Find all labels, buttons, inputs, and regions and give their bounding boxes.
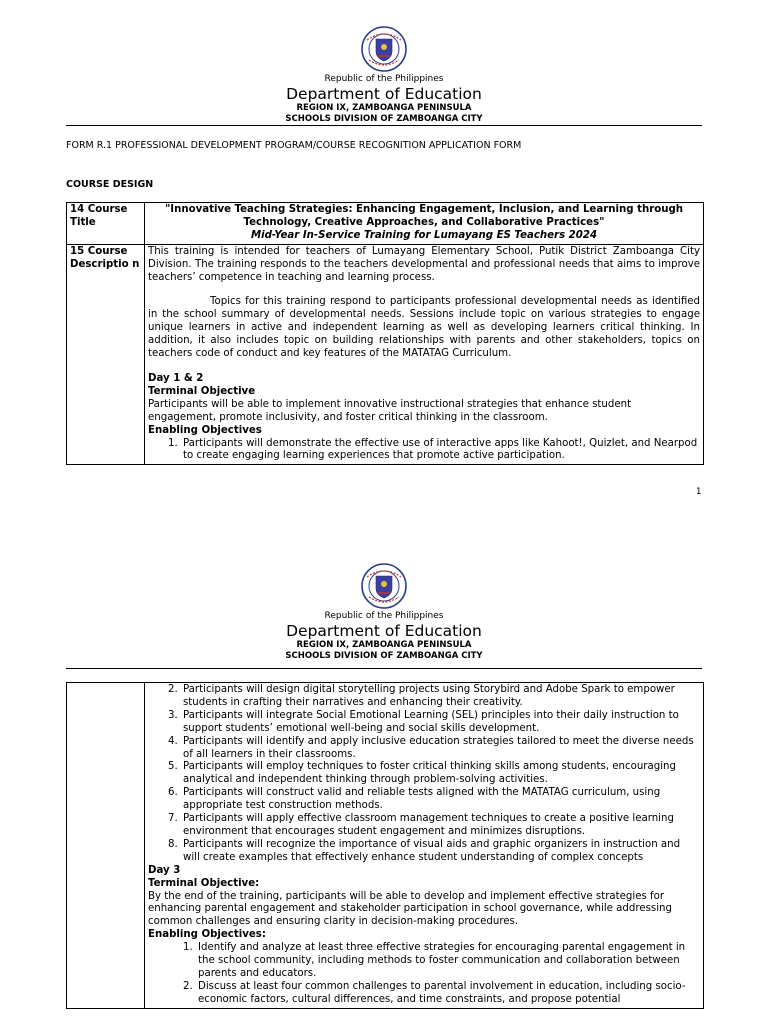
course-description-cell <box>145 244 704 465</box>
enabling-objectives-heading: Enabling Objectives <box>148 424 262 436</box>
section-title: COURSE DESIGN <box>66 179 154 190</box>
deped-seal-icon <box>359 563 409 609</box>
course-description-label: 15 Course Descriptio n <box>67 244 145 465</box>
page-gap <box>0 510 768 556</box>
list-item: 2. Discuss at least four common challenges to parental involvement in education, including socio-economic factors, cultural differences, and time constraints, and propose potential <box>196 981 700 1007</box>
terminal-objective-day3-text: By the end of the training, participants will be able to develop and implement effective strategies for enhancing parental engagement and stakeholder participation in school governance, while addressing common challenges and ensuring clarity in decision-making procedures. <box>148 890 672 928</box>
list-item: 5. Participants will employ techniques to foster critical thinking skills among students, encouraging analytical and independent thinking through problem-solving activities. <box>181 761 700 787</box>
enabling-objectives-list-page2 <box>148 684 700 865</box>
division-label: SCHOOLS DIVISION OF ZAMBOANGA CITY <box>285 651 483 661</box>
region-label: REGION IX, ZAMBOANGA PENINSULA <box>296 103 472 113</box>
course-title-text: "Innovative Teaching Strategies: Enhancing Engagement, Inclusion, and Learning through Technology, Creative Approaches, and Collaborative Practices" <box>164 204 684 228</box>
page-number: 1 <box>696 487 702 497</box>
list-item: 2. Participants will design digital storytelling projects using Storybird and Adobe Spark to empower students in crafting their narratives and enhancing their creativity. <box>181 684 700 710</box>
letterhead <box>0 0 768 125</box>
department-title: Department of Education <box>286 85 482 103</box>
course-title-label: 14 Course Title <box>67 203 145 245</box>
course-description-row <box>67 244 704 465</box>
terminal-objective-day3-heading: Terminal Objective: <box>148 877 260 889</box>
enabling-objectives-list-page1 <box>148 438 700 464</box>
document-page-2 <box>0 556 768 1024</box>
course-design-table-continued <box>66 682 704 1009</box>
list-item: 1. Participants will demonstrate the effective use of interactive apps like Kahoot!, Quizlet, and Nearpod to create engaging learning experiences that promote active participation. <box>181 438 700 464</box>
description-paragraph-1: This training is intended for teachers of Lumayang Elementary School, Putik District Zamboanga City Division. The training responds to the teachers developmental and professional needs that aims to improve teachers’ competence in teaching and learning process. <box>148 245 700 283</box>
enabling-objectives-day3-list <box>148 942 700 1007</box>
course-title-cell <box>145 203 704 245</box>
deped-seal-icon <box>359 26 409 72</box>
course-subtitle: Mid-Year In-Service Training for Lumayang ES Teachers 2024 <box>250 229 598 241</box>
empty-label-cell <box>67 683 145 1009</box>
course-description-cell-continued <box>145 683 704 1009</box>
division-label: SCHOOLS DIVISION OF ZAMBOANGA CITY <box>285 114 483 124</box>
course-title-row <box>67 203 704 245</box>
header-divider <box>66 668 702 669</box>
course-description-row-continued <box>67 683 704 1009</box>
letterhead <box>0 556 768 662</box>
terminal-objective-heading: Terminal Objective <box>148 385 256 397</box>
terminal-objective-text: Participants will be able to implement innovative instructional strategies that enhance student engagement, promote inclusivity, and foster critical thinking in the classroom. <box>148 398 632 423</box>
list-item: 6. Participants will construct valid and reliable tests aligned with the MATATAG curriculum, using appropriate test construction methods. <box>181 787 700 813</box>
header-divider <box>66 125 702 126</box>
list-item: 4. Participants will identify and apply inclusive education strategies tailored to meet the diverse needs of all learners in their classrooms. <box>181 736 700 762</box>
list-item: 8. Participants will recognize the importance of visual aids and graphic organizers in instruction and will create examples that effectively enhance student understanding of complex concepts <box>181 839 700 865</box>
day-3-heading: Day 3 <box>148 864 181 876</box>
list-item: 1. Identify and analyze at least three effective strategies for encouraging parental engagement in the school community, including methods to foster communication and collaboration between parents and educators. <box>196 942 700 981</box>
list-item: 7. Participants will apply effective classroom management techniques to create a positive learning environment that encourages student engagement and minimizes disruptions. <box>181 813 700 839</box>
course-design-table <box>66 202 704 465</box>
department-title: Department of Education <box>286 622 482 640</box>
list-item: 3. Participants will integrate Social Emotional Learning (SEL) principles into their daily instruction to support students’ emotional well-being and social skills development. <box>181 710 700 736</box>
republic-label: Republic of the Philippines <box>324 74 444 84</box>
republic-label: Republic of the Philippines <box>324 611 444 621</box>
document-page-1 <box>0 0 768 510</box>
description-paragraph-2: Topics for this training respond to participants professional developmental needs as identified in the school summary of developmental needs. Sessions include topic on various strategies to engage unique learners in active and independent learning as well as developing learners critical thinking. In addition, it also includes topic on building relationships with parents and other stakeholders, topics on teachers code of conduct and key features of the MATATAG Curriculum. <box>148 296 700 360</box>
region-label: REGION IX, ZAMBOANGA PENINSULA <box>296 640 472 650</box>
enabling-objectives-day3-heading: Enabling Objectives: <box>148 929 266 941</box>
form-title: FORM R.1 PROFESSIONAL DEVELOPMENT PROGRAM/COURSE RECOGNITION APPLICATION FORM <box>66 140 522 151</box>
day-1-2-heading: Day 1 & 2 <box>148 372 204 384</box>
